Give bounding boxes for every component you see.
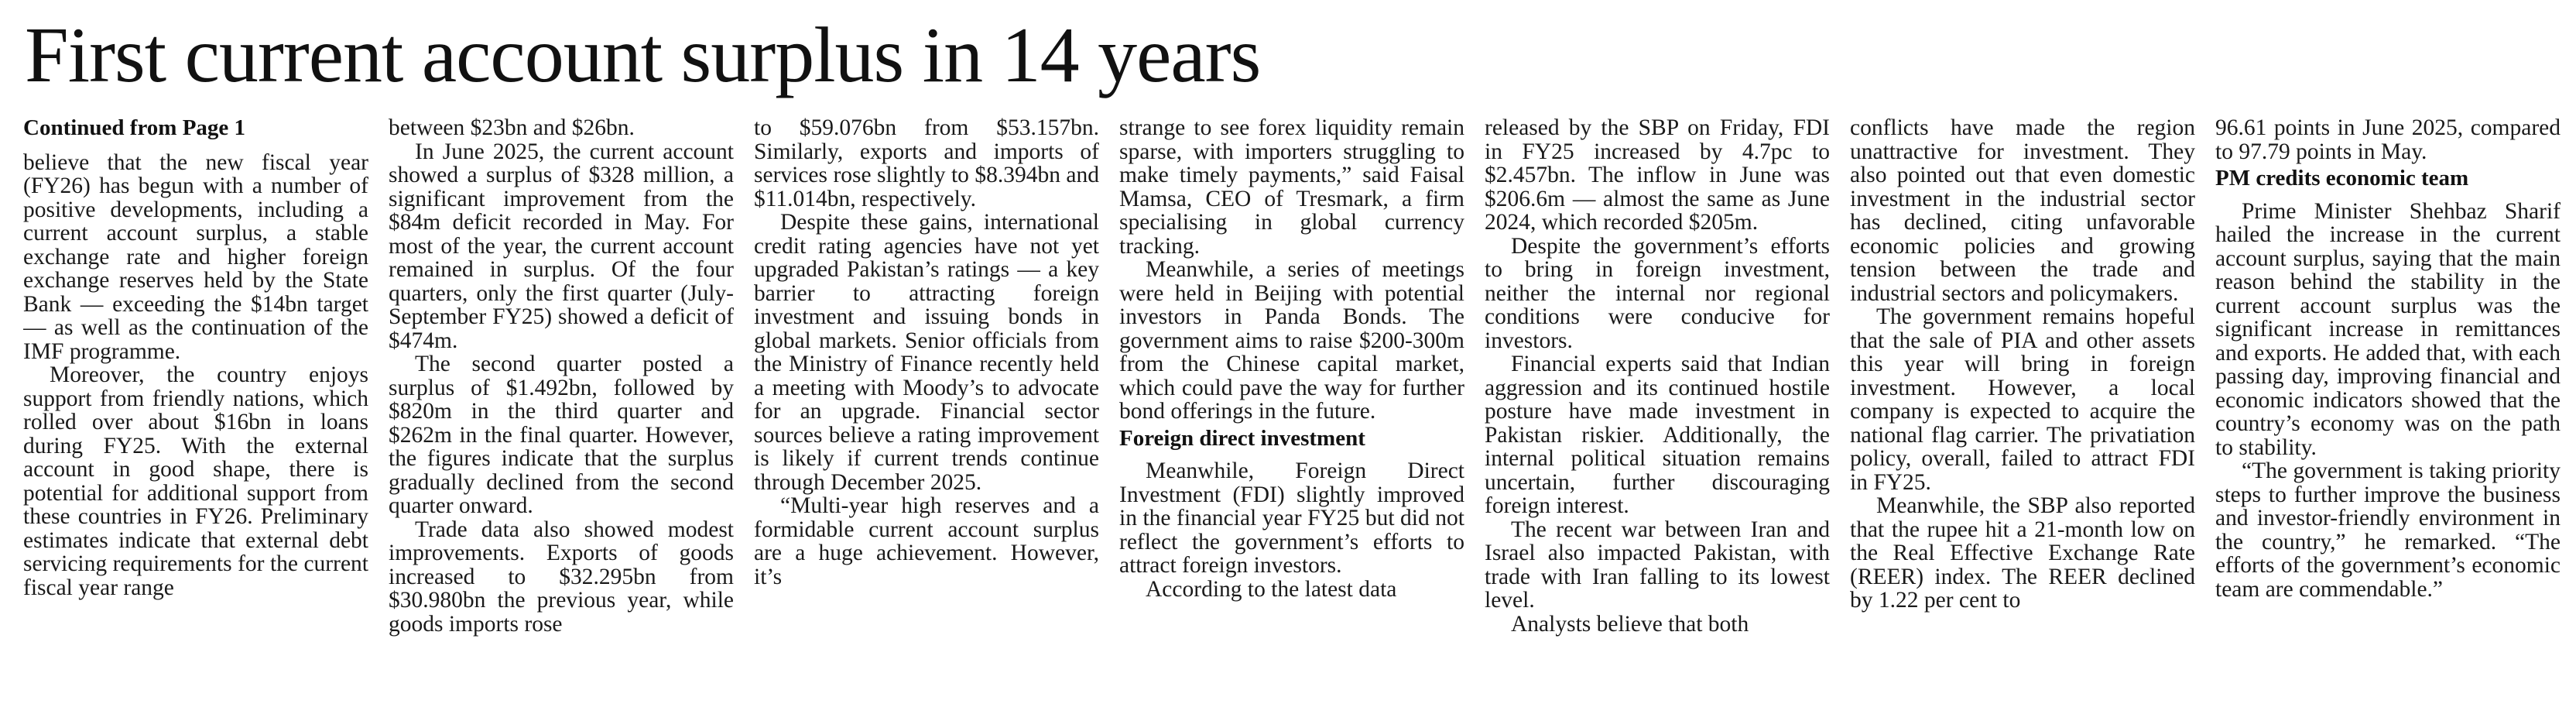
paragraph: “Multi-year high reserves and a formidable current account surplus are a huge achievement. However, it’s [754, 493, 1099, 589]
section-subhead: PM credits economic team [2215, 166, 2469, 191]
paragraph: The government remains hopeful that the sale of PIA and other assets this year will bring in foreign investment. However, a local company is expected to acquire the national flag carrier. The privatiation policy, overall, failed to attract FDI in FY25. [1850, 304, 2195, 495]
paragraph: Meanwhile, the SBP also reported that the rupee hit a 21-month low on the Real Effective Exchange Rate (REER) index. The REER declined by 1.22 per cent to [1850, 493, 2195, 613]
article-body [23, 116, 2562, 717]
paragraph: According to the latest data [1146, 576, 1397, 602]
paragraph: released by the SBP on Friday, FDI in FY25 increased by 4.7pc to $2.457bn. The inflow in June was $206.6m — almost the same as June 2024, which recorded $205m. [1485, 116, 1830, 235]
paragraph: Financial experts said that Indian aggression and its continued hostile posture have made investment in Pakistan riskier. Additionally, the internal political situation remains uncertain, further discouraging foreign interest. [1485, 352, 1830, 518]
paragraph: conflicts have made the region unattractive for investment. They also pointed out that even domestic investment in the industrial sector has declined, citing unfavorable economic policies and growing tension between the trade and industrial sectors and policymakers. [1850, 116, 2195, 306]
paragraph: to $59.076bn from $53.157bn. Similarly, exports and imports of services rose slightly to $8.394bn and $11.014bn, respectively. [754, 116, 1099, 211]
column-1 [23, 116, 368, 717]
column-2 [389, 116, 734, 717]
paragraph: strange to see forex liquidity remain sparse, with importers struggling to make timely payments,” said Faisal Mamsa, CEO of Tresmark, a firm specialising in global currency tracking. [1119, 116, 1464, 259]
column-4 [1119, 116, 1464, 717]
paragraph: The second quarter posted a surplus of $1.492bn, followed by $820m in the third quarter and $262m in the final quarter. However, the figures indicate that the surplus gradually declined from the second quarter onward. [389, 352, 734, 518]
paragraph: Meanwhile, a series of meetings were held in Beijing with potential investors in Panda Bonds. The government aims to raise $200-300m from the Chinese capital market, which could pave the way for further bond offerings in the future. [1119, 257, 1464, 424]
column-6 [1850, 116, 2195, 717]
column-3 [754, 116, 1099, 717]
section-subhead: Foreign direct investment [1119, 425, 1365, 451]
paragraph: Despite these gains, international credit rating agencies have not yet upgraded Pakistan’s ratings — a key barrier to attracting foreign investment and issuing bonds in global markets. Senior officials from the Ministry of Finance recently held a meeting with Moody’s to advocate for an upgrade. Financial sector sources believe a rating improvement is likely if current trends continue through December 2025. [754, 210, 1099, 495]
paragraph: In June 2025, the current account showed a surplus of $328 million, a significant improvement from the $84m deficit recorded in May. For most of the year, the current account remained in surplus. Of the four quarters, only the first quarter (July-September FY25) showed a deficit of $474m. [389, 139, 734, 353]
headline: First current account surplus in 14 years [25, 12, 1261, 99]
paragraph: “The government is taking priority steps to further improve the business and investor-friendly environment in the country,” he remarked. “The efforts of the government’s economic team are commendable.” [2215, 458, 2561, 602]
column-7 [2215, 116, 2561, 717]
paragraph: 96.61 points in June 2025, compared to 97.79 points in May. [2215, 116, 2561, 164]
paragraph: The recent war between Iran and Israel also impacted Pakistan, with trade with Iran falling to its lowest level. [1485, 517, 1830, 613]
paragraph: Analysts believe that both [1511, 611, 1749, 637]
paragraph: Trade data also showed modest improvements. Exports of goods increased to $32.295bn from $30.980bn the previous year, while goods imports rose [389, 517, 734, 637]
paragraph: Despite the government’s efforts to bring in foreign investment, neither the internal nor regional conditions were conducive for investors. [1485, 233, 1830, 353]
paragraph: between $23bn and $26bn. [389, 116, 635, 140]
paragraph: Prime Minister Shehbaz Sharif hailed the increase in the current account surplus, saying that the main reason behind the stability in the current account surplus was the significant increase in remittances and exports. He added that, with each passing day, improving financial and economic indicators showed that the country’s economy was on the path to stability. [2215, 198, 2561, 460]
continued-from-label: Continued from Page 1 [23, 116, 246, 140]
paragraph: Meanwhile, Foreign Direct Investment (FDI) slightly improved in the financial year FY25 but did not reflect the government’s efforts to attract foreign investors. [1119, 458, 1464, 578]
paragraph: believe that the new fiscal year (FY26) has begun with a number of positive developments, including a current account surplus, a stable exchange rate and higher foreign exchange reserves held by the State Bank — exceeding the $14bn target — as well as the continuation of the IMF programme. [23, 149, 368, 364]
paragraph: Moreover, the country enjoys support from friendly nations, which rolled over about $16bn in loans during FY25. With the external account in good shape, there is potential for additional support from these countries in FY26. Preliminary estimates indicate that external debt servicing requirements for the current fiscal year range [23, 362, 368, 600]
column-5 [1485, 116, 1830, 717]
